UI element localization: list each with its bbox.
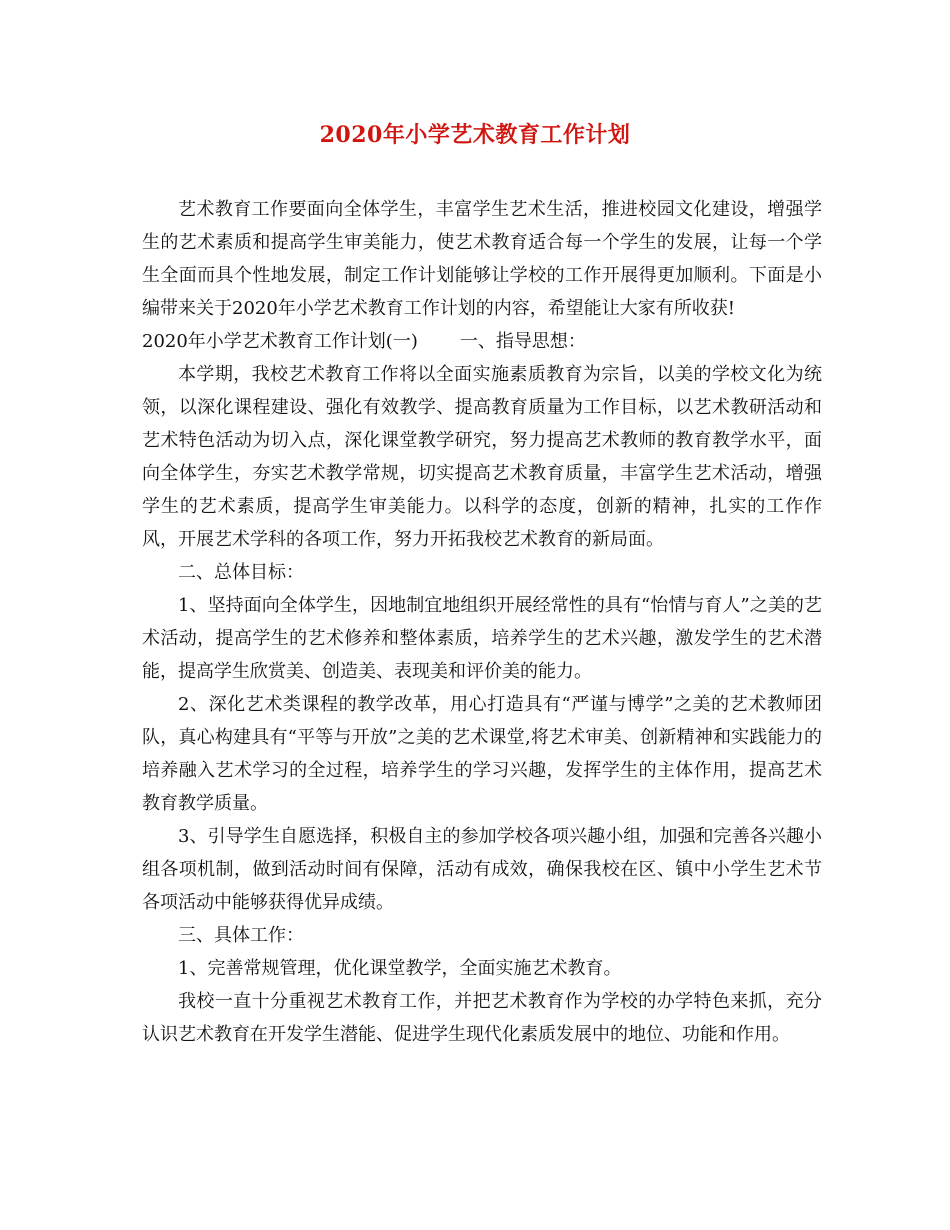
task-1-paragraph: 我校一直十分重视艺术教育工作，并把艺术教育作为学校的办学特色来抓，充分认识艺术教育在开发学生潜能、促进学生现代化素质发展中的地位、功能和作用。 (142, 991, 822, 1045)
document-title: 2020年小学艺术教育工作计划 (319, 122, 631, 148)
section3-heading: 三、具体工作： (178, 925, 304, 946)
goal-2-paragraph: 2、深化艺术类课程的教学改革，用心打造具有“严谨与博学”之美的艺术教师团队，真心构建具有“平等与开放”之美的艺术课堂,将艺术审美、创新精神和实践能力的培养融入艺术学习的全过程，培养学生的学习兴趣，发挥学生的主体作用，提高艺术教育教学质量。 (142, 694, 822, 814)
intro-paragraph: 艺术教育工作要面向全体学生，丰富学生艺术生活，推进校园文化建设，增强学生的艺术素质和提高学生审美能力，使艺术教育适合每一个学生的发展，让每一个学生全面而具个性地发展，制定工作计划能够让学校的工作开展得更加顺利。下面是小编带来关于2020年小学艺术教育工作计划的内容，希望能让大家有所收获! (142, 199, 822, 319)
plan-subtitle-line (142, 325, 822, 358)
task-1-heading: 1、完善常规管理，优化课堂教学，全面实施艺术教育。 (178, 958, 622, 979)
section1-paragraph: 本学期，我校艺术教育工作将以全面实施素质教育为宗旨，以美的学校文化为统领，以深化课程建设、强化有效教学、提高教育质量为工作目标，以艺术教研活动和艺术特色活动为切入点，深化课堂教学研究，努力提高艺术教师的教育教学水平，面向全体学生，夯实艺术教学常规，切实提高艺术教育质量，丰富学生艺术活动，增强学生的艺术素质，提高学生审美能力。以科学的态度，创新的精神，扎实的工作作风，开展艺术学科的各项工作，努力开拓我校艺术教育的新局面。 (142, 364, 822, 550)
document-body (142, 193, 822, 1051)
plan-subtitle: 2020年小学艺术教育工作计划(一) (142, 331, 418, 352)
section1-heading: 一、指导思想： (459, 331, 586, 352)
goal-1-paragraph: 1、坚持面向全体学生，因地制宜地组织开展经常性的具有“怡情与育人”之美的艺术活动，提高学生的艺术修养和整体素质，培养学生的艺术兴趣，激发学生的艺术潜能，提高学生欣赏美、创造美、表现美和评价美的能力。 (142, 595, 822, 682)
goal-3-paragraph: 3、引导学生自愿选择，积极自主的参加学校各项兴趣小组，加强和完善各兴趣小组各项机制，做到活动时间有保障，活动有成效，确保我校在区、镇中小学生艺术节各项活动中能够获得优异成绩。 (142, 826, 822, 913)
section2-heading: 二、总体目标： (178, 562, 304, 583)
